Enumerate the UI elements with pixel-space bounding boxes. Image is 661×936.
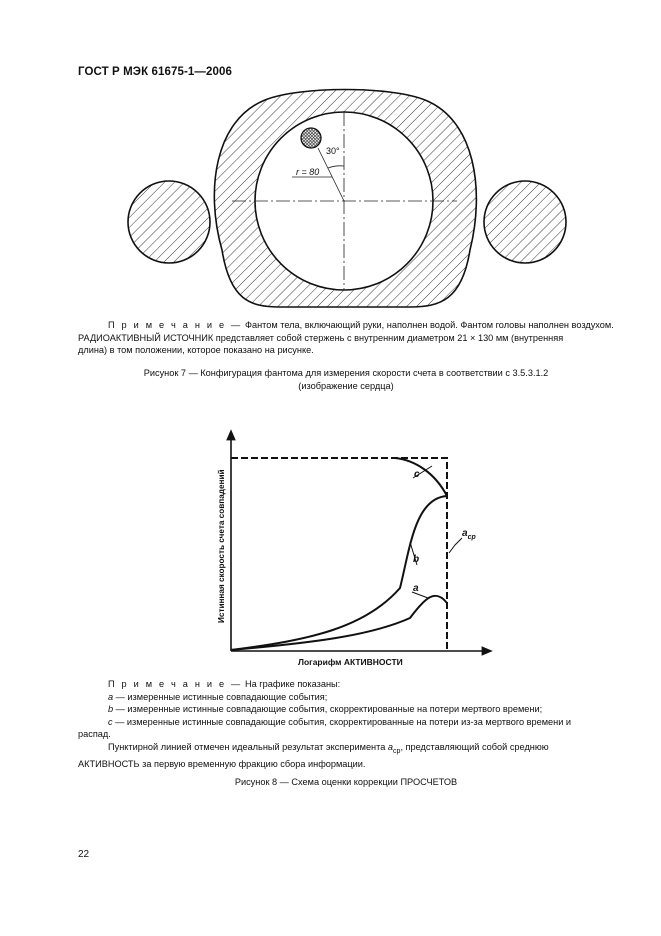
- label-c: c: [414, 469, 420, 480]
- angle-label: 30°: [326, 146, 340, 156]
- label-b: b: [413, 554, 420, 565]
- note-line: РАДИОАКТИВНЫЙ ИСТОЧНИК представляет собой стержень с внутренним диаметром 21 × 130 мм (внутренняя: [78, 332, 564, 343]
- figure-8-note: [78, 678, 614, 771]
- note-line: Фантом тела, включающий руки, наполнен водой. Фантом головы наполнен воздухом.: [244, 320, 614, 330]
- label-a: a: [413, 583, 419, 594]
- legend-item-c-continued: распад.: [78, 729, 111, 740]
- right-arm-phantom: [484, 181, 566, 263]
- dotted-line-note: Пунктирной линией отмечен идеальный результат эксперимента $a_{ср}$, представляющий собой среднюю: [108, 741, 549, 755]
- note-lead: П р и м е ч а н и е —: [108, 320, 243, 330]
- note-lead: П р и м е ч а н и е —: [108, 679, 243, 689]
- dotted-line-note-continued: АКТИВНОСТЬ за первую временную фракцию сбора информации.: [78, 759, 366, 770]
- note-line: длина) в том положении, которое показано на рисунке.: [78, 345, 314, 356]
- figure-7-caption: Рисунок 7 — Конфигурация фантома для измерения скорости счета в соответствии с 3.5.3.1.2 (изображение сердца): [143, 368, 549, 391]
- legend-item-a: a — измеренные истинные совпадающие события;: [108, 691, 328, 702]
- legend-item-b: b — измеренные истинные совпадающие события, скорректированные на потери мертвого времени;: [108, 704, 543, 715]
- angle-arc: [328, 166, 344, 168]
- curve-b: [231, 496, 447, 650]
- document-header: ГОСТ Р МЭК 61675-1—2006: [78, 66, 232, 78]
- legend-item-c: c — измеренные истинные совпадающие события, скорректированные на потери из-за мертвого времени и: [108, 716, 572, 727]
- curve-a: [231, 596, 447, 650]
- figure-8-caption: Рисунок 8 — Схема оценки коррекции ПРОСЧЕТОВ: [234, 777, 458, 787]
- label-acp: $a_{ср}$: [462, 528, 476, 541]
- radioactive-source-rod: [301, 128, 321, 148]
- page-number: 22: [78, 849, 90, 860]
- y-axis-label: Истинная скорость счета совпадений: [217, 469, 226, 623]
- x-axis-label: Логарифм АКТИВНОСТИ: [298, 657, 403, 667]
- leader-acp: [449, 538, 462, 553]
- figure-7-phantom-diagram: [0, 0, 661, 320]
- left-arm-phantom: [128, 181, 210, 263]
- figure-7-note: [78, 319, 614, 357]
- body-phantom-shell: [214, 90, 476, 308]
- figure-8-diagram: [200, 428, 500, 673]
- curve-c: [395, 458, 447, 496]
- note-title: На графике показаны:: [244, 679, 341, 689]
- radius-label: r = 80: [296, 167, 320, 177]
